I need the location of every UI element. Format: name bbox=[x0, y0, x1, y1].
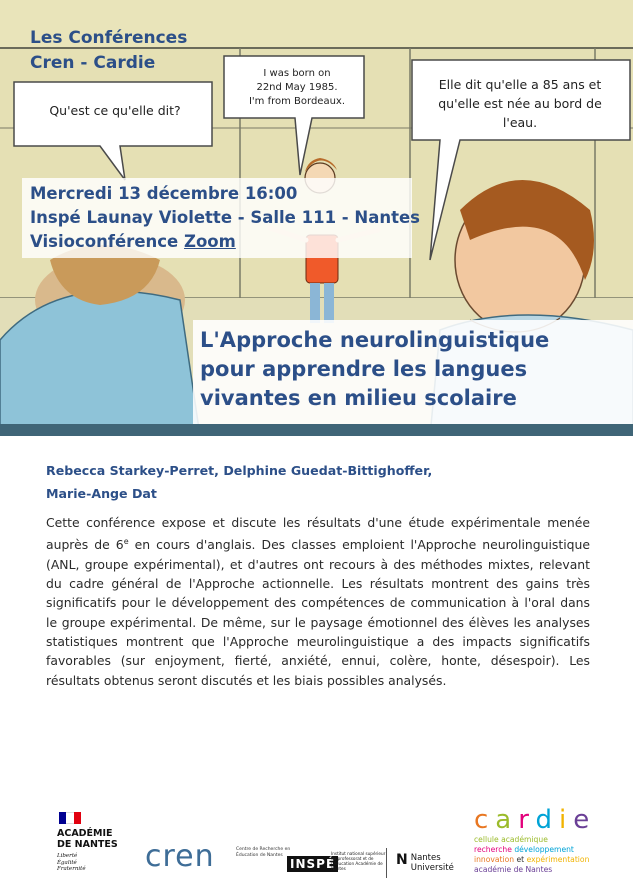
cardie-letter: r bbox=[518, 805, 536, 835]
series-title-line1: Les Conférences bbox=[30, 28, 188, 48]
event-visio-prefix: Visioconférence bbox=[30, 232, 184, 251]
cren-subtitle: Centre de Recherche en Éducation de Nantes bbox=[236, 847, 291, 858]
cardie-line4: académie de Nantes bbox=[474, 865, 553, 874]
conference-title-line2: pour apprendre les langues bbox=[200, 357, 528, 381]
event-datetime: Mercredi 13 décembre 16:00 bbox=[30, 184, 298, 203]
abstract-sup: e bbox=[123, 537, 129, 547]
conference-title-line3: vivantes en milieu scolaire bbox=[200, 386, 517, 410]
speech-bubble-right: Elle dit qu'elle a 85 ans et qu'elle est née au bord de l'eau. bbox=[438, 77, 602, 130]
speech-bubble-middle bbox=[238, 67, 356, 109]
abstract-part2: en cours d'anglais. Des classes emploient l'Approche neurolinguistique (ANL, groupe expérimental), et d'autres ont recours à des méthodes mixtes, relevant du cadre général de l'Approche actionnelle. Les résultats montrent des gains très significatifs pour le développement des compétences de communication à l'oral dans le groupe expérimental. De même, sur le paysage émotionnel des élèves les analyses statistiques montrent que l'Approche meurolinguistique a des impacts significatifs favorables (sur enjoyment, fierté, anxiété, ennui, colère, honte, désespoir). Les résultats obtenus seront discutés et les biais possibles analysés. bbox=[46, 537, 590, 688]
header-illustration bbox=[0, 0, 633, 436]
cardie-line2 bbox=[474, 845, 614, 855]
conference-title bbox=[200, 326, 620, 413]
nantes-universite-logo bbox=[396, 853, 454, 873]
cardie-line2a: recherche bbox=[474, 845, 512, 854]
logo-divider bbox=[386, 848, 387, 878]
speech-bubble-middle-line1: I was born on bbox=[263, 68, 331, 79]
conference-title-line1: L'Approche neurolinguistique bbox=[200, 328, 550, 352]
nantes-n-icon: Ν bbox=[396, 852, 408, 868]
cardie-line3c: expérimentation bbox=[526, 855, 590, 864]
cardie-tagline bbox=[474, 835, 614, 875]
speech-bubble-middle-line2: 22nd May 1985. bbox=[256, 82, 338, 93]
inspe-logo bbox=[287, 851, 386, 872]
cardie-letter: a bbox=[495, 805, 519, 835]
header-bottom-bar bbox=[0, 424, 633, 436]
authors-line1: Rebecca Starkey-Perret, Delphine Guedat-Bittighoffer, bbox=[46, 463, 433, 478]
cardie-logo bbox=[474, 806, 614, 875]
nantes-line2: Université bbox=[410, 863, 454, 873]
inspe-wordmark: INSPÉ bbox=[287, 856, 338, 872]
speech-bubble-left: Qu'est ce qu'elle dit? bbox=[49, 103, 181, 118]
academie-line2: DE NANTES bbox=[57, 839, 118, 850]
cardie-letter: d bbox=[535, 805, 559, 835]
speech-bubble-middle-line3: I'm from Bordeaux. bbox=[248, 96, 346, 107]
academie-line1: ACADÉMIE bbox=[57, 828, 113, 839]
academie-motto3: Fraternité bbox=[57, 866, 86, 872]
series-title bbox=[30, 26, 187, 76]
cren-wordmark: cren bbox=[145, 839, 215, 874]
cardie-line1: cellule académique bbox=[474, 835, 548, 844]
abstract bbox=[46, 513, 590, 690]
academie-name bbox=[57, 828, 137, 850]
cardie-wordmark bbox=[474, 806, 614, 834]
zoom-link[interactable]: Zoom bbox=[183, 232, 236, 251]
cardie-line3a: innovation bbox=[474, 855, 515, 864]
academie-motto1: Liberté bbox=[57, 853, 78, 859]
cardie-letter: e bbox=[573, 805, 597, 835]
abstract-part1: Cette conférence expose et discute les résultats d'une étude expérimentale menée auprès de 6 bbox=[46, 515, 590, 553]
series-title-line2: Cren - Cardie bbox=[30, 53, 156, 73]
nantes-universite-name bbox=[411, 853, 454, 873]
academie-motto2: Égalité bbox=[57, 859, 77, 866]
cardie-line3b: et bbox=[514, 855, 527, 864]
event-place: Inspé Launay Violette - Salle 111 - Nantes bbox=[30, 208, 420, 227]
authors-line2: Marie-Ange Dat bbox=[46, 486, 157, 501]
cardie-line3 bbox=[474, 855, 614, 865]
academie-nantes-logo bbox=[57, 812, 137, 873]
nantes-line1: Nantes bbox=[410, 853, 441, 863]
authors bbox=[46, 459, 606, 505]
inspe-subtitle: Institut national supérieur du professorat et de l'éducation Académie de Nantes bbox=[331, 851, 386, 871]
cardie-line2b: développement bbox=[511, 845, 574, 854]
cardie-letter: c bbox=[474, 805, 496, 835]
cardie-letter: i bbox=[558, 805, 574, 835]
academie-motto bbox=[57, 853, 137, 873]
marianne-flag-icon bbox=[59, 812, 81, 824]
cren-logo bbox=[145, 839, 291, 874]
event-visio bbox=[30, 232, 236, 251]
